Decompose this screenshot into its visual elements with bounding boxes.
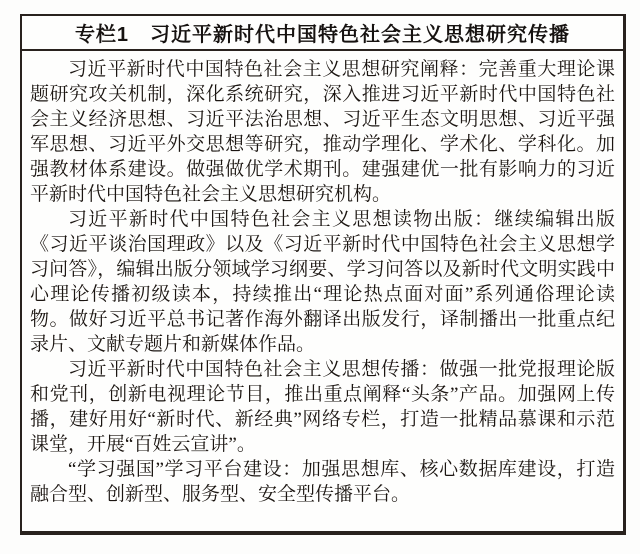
body-paragraph-dissemination: 习近平新时代中国特色社会主义思想传播：做强一批党报理论版和党刊，创新电视理论节目，推出重点阐释“头条”产品。加强网上传播，建好用好“新时代、新经典”网络专栏，打造一批精品慕课和示范课堂，开展“百姓云宣讲”。 — [30, 359, 615, 455]
body-paragraph-publications: 习近平新时代中国特色社会主义思想读物出版：继续编辑出版《习近平谈治国理政》以及《习近平新时代中国特色社会主义思想学习问答》，编辑出版分领域学习纲要、学习问答以及新时代文明实践中心理论传播初级读本，持续推出“理论热点面对面”系列通俗理论读物。做好习近平总书记著作海外翻译出版发行，译制播出一批重点纪录片、文献专题片和新媒体作品。 — [30, 209, 615, 355]
column-box-panel — [20, 14, 626, 535]
body-paragraph-platform: “学习强国”学习平台建设：加强思想库、核心数据库建设，打造融合型、创新型、服务型、安全型传播平台。 — [30, 459, 615, 505]
column-box-header — [22, 16, 623, 51]
column-box-body — [22, 51, 623, 507]
body-paragraph-research: 习近平新时代中国特色社会主义思想研究阐释：完善重大理论课题研究攻关机制，深化系统研究，深入推进习近平新时代中国特色社会主义经济思想、习近平法治思想、习近平生态文明思想、习近平强军思想、习近平外交思想等研究，推动学理化、学术化、学科化。加强教材体系建设。做强做优学术期刊。建强建优一批有影响力的习近平新时代中国特色社会主义思想研究机构。 — [30, 59, 615, 205]
column-box-title: 专栏1 习近平新时代中国特色社会主义思想研究传播 — [74, 24, 571, 46]
